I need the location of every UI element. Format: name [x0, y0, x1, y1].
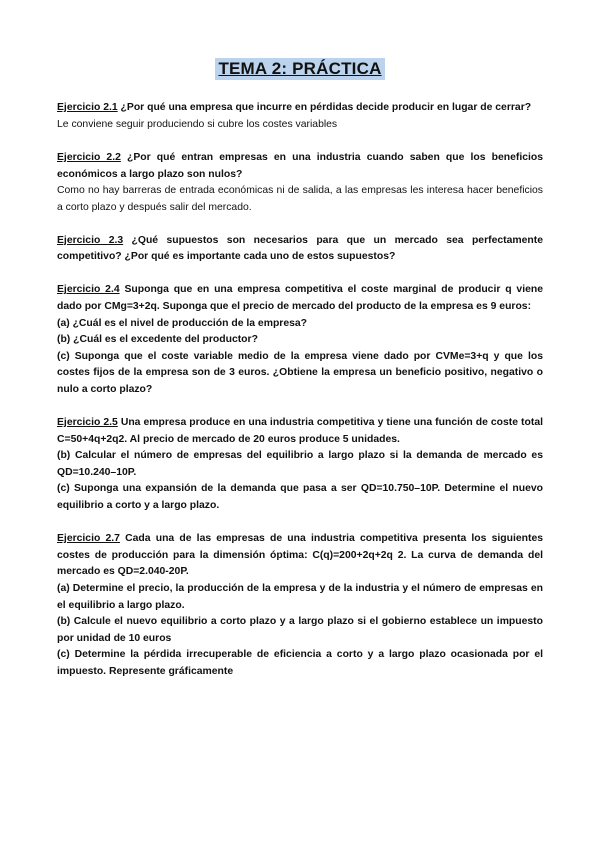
exercise-item-b: (b) ¿Cuál es el excedente del productor?	[57, 334, 258, 346]
exercise-label: Ejercicio 2.7	[57, 533, 120, 545]
exercise-question: Cada una de las empresas de una industria competitiva presenta los siguientes costes de producción para la dimensión óptima: C(q)=200+2q+2q 2. La curva de demanda del mercado es QD=2.040-20P.	[57, 533, 544, 578]
exercise-label: Ejercicio 2.2	[57, 152, 121, 164]
exercise-2-5	[57, 415, 543, 515]
page-title: TEMA 2: PRÁCTICA	[215, 58, 384, 80]
exercise-list	[57, 100, 543, 697]
exercise-item-c: (c) Determine la pérdida irrecuperable de eficiencia a corto y a largo plazo ocasionada por el impuesto. Represente gráficamente	[57, 649, 543, 677]
exercise-question: ¿Por qué entran empresas en una industria cuando saben que los beneficios económicos a largo plazo son nulos?	[57, 152, 544, 180]
exercise-label: Ejercicio 2.3	[57, 234, 124, 246]
exercise-label: Ejercicio 2.1	[57, 102, 118, 113]
title-container	[0, 58, 600, 80]
exercise-question: Suponga que en una empresa competitiva el coste marginal de producir q viene dado por CMg=3+2q. Suponga que el precio de mercado del producto de la empresa es 9 euros:	[57, 284, 544, 312]
exercise-item-a: (a) ¿Cuál es el nivel de producción de la empresa?	[57, 317, 308, 329]
exercise-item-b: (b) Calcule el nuevo equilibrio a corto plazo y a largo plazo si el gobierno establece un impuesto por unidad de 10 euros	[57, 616, 543, 644]
exercise-question-line	[57, 233, 543, 266]
exercise-2-7	[57, 531, 543, 680]
exercise-answer: Le conviene seguir produciendo si cubre los costes variables	[57, 118, 338, 130]
exercise-question-line	[57, 100, 543, 117]
exercise-question-line	[57, 531, 543, 581]
exercise-question-line	[57, 415, 543, 448]
exercise-question: ¿Por qué una empresa que incurre en pérdidas decide producir en lugar de cerrar?	[120, 102, 532, 113]
exercise-item-c: (c) Suponga que el coste variable medio de la empresa viene dado por CVMe=3+q y que los costes fijos de la empresa son de 3 euros. ¿Obtiene la empresa un beneficio positivo, negativo o nulo a corto plazo?	[57, 350, 543, 395]
exercise-2-4	[57, 282, 543, 398]
exercise-2-3	[57, 233, 543, 266]
exercise-item-a: (a) Determine el precio, la producción de la empresa y de la industria y el número de empresas en el equilibrio a largo plazo.	[57, 583, 543, 611]
exercise-2-2	[57, 150, 543, 216]
exercise-label: Ejercicio 2.4	[57, 284, 120, 296]
exercise-answer: Como no hay barreras de entrada económicas ni de salida, a las empresas les interesa hacer beneficios a corto plazo y después salir del mercado.	[57, 185, 543, 213]
exercise-question: Una empresa produce en una industria competitiva y tiene una función de coste total C=50+4q+2q2. Al precio de mercado de 20 euros produce 5 unidades.	[57, 417, 543, 445]
exercise-2-1	[57, 100, 543, 133]
exercise-item-b: (b) Calcular el número de empresas del equilibrio a largo plazo si la demanda de mercado es QD=10.240–10P.	[57, 450, 543, 478]
exercise-question: ¿Qué supuestos son necesarios para que un mercado sea perfectamente competitivo? ¿Por qué es importante cada uno de estos supuestos?	[57, 234, 543, 263]
exercise-item-c: (c) Suponga una expansión de la demanda que pasa a ser QD=10.750–10P. Determine el nuevo equilibrio a corto y a largo plazo.	[57, 483, 543, 512]
exercise-question-line	[57, 282, 543, 315]
exercise-question-line	[57, 150, 543, 183]
exercise-label: Ejercicio 2.5	[57, 417, 118, 429]
